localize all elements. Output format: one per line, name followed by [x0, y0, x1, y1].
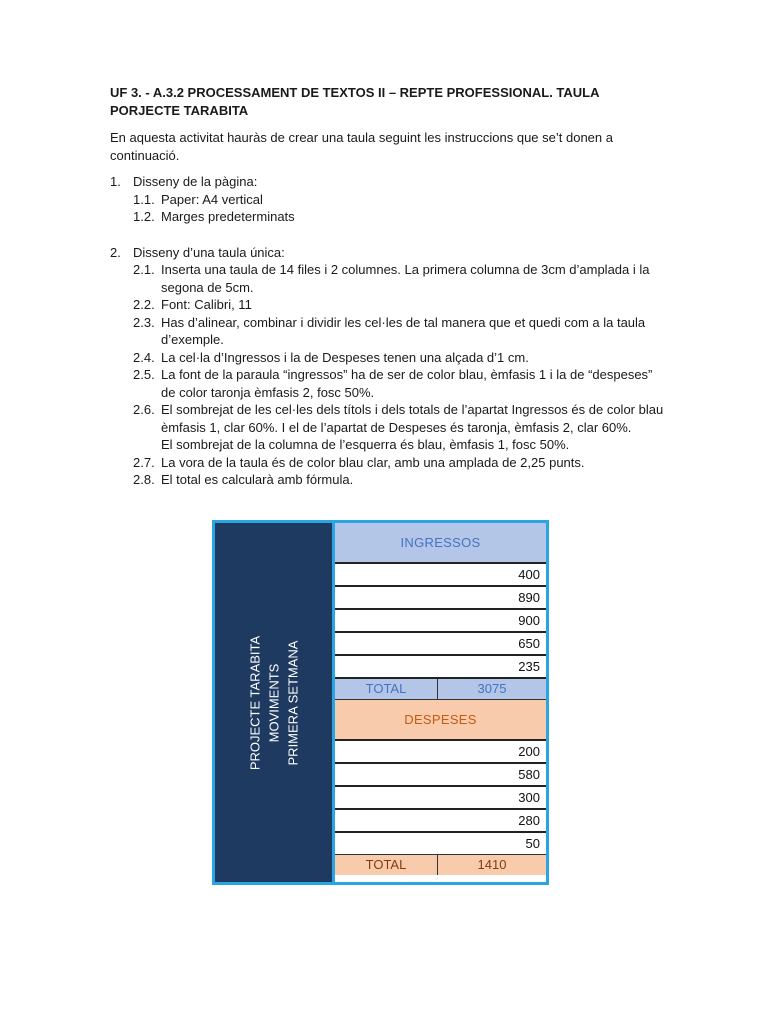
list-item	[110, 366, 670, 401]
list-item	[110, 401, 670, 454]
left-label-line: PRIMERA SETMANA	[285, 640, 300, 765]
item-text-extra: El sombrejat de la columna de l’esquerra és blau, èmfasis 1, fosc 50%.	[161, 437, 570, 452]
section-text: Disseny d’una taula única:	[133, 244, 285, 260]
item-number: 2.5.	[133, 367, 155, 382]
despeses-row: 580	[335, 764, 546, 787]
item-number: 2.7.	[133, 454, 155, 470]
item-text: La vora de la taula és de color blau clar, amb una amplada de 2,25 punts.	[161, 454, 585, 470]
left-label-line: MOVIMENTS	[266, 663, 281, 742]
section-1-heading	[110, 173, 670, 191]
section-1	[110, 173, 670, 226]
item-text: Font: Calibri, 11	[161, 297, 252, 312]
despeses-row: 300	[335, 787, 546, 810]
intro-paragraph: En aquesta activitat hauràs de crear una taula seguint les instruccions que se’t donen a continuació.	[110, 130, 613, 163]
list-item	[110, 208, 670, 226]
item-text: Paper: A4 vertical	[161, 191, 263, 207]
item-number: 2.6.	[133, 402, 155, 417]
document-title: UF 3. - A.3.2 PROCESSAMENT DE TEXTOS II – REPTE PROFESSIONAL. TAULA PORJECTE TARABITA	[110, 85, 600, 118]
despeses-header: DESPESES	[335, 700, 546, 741]
item-number: 1.1.	[133, 191, 155, 207]
despeses-total-label: TOTAL	[335, 855, 438, 875]
ingressos-row: 400	[335, 564, 546, 587]
despeses-row: 200	[335, 741, 546, 764]
item-text-main: El sombrejat de les cel·les dels títols i dels totals de l’apartat Ingressos és de color blau èmfasis 1, clar 60%. I el de l’apartat de Despeses és taronja, èmfasis 2, clar 60%.	[161, 402, 664, 435]
ingressos-row: 890	[335, 587, 546, 610]
list-item	[110, 471, 670, 489]
despeses-total-value: 1410	[477, 857, 507, 873]
item-number: 2.8.	[133, 472, 155, 487]
list-item	[110, 261, 670, 296]
item-text: Marges predeterminats	[161, 209, 295, 224]
list-item	[110, 191, 670, 209]
section-text: Disseny de la pàgina:	[133, 174, 258, 189]
despeses-row: 50	[525, 835, 540, 851]
section-2	[110, 244, 670, 489]
section-2-heading	[110, 244, 670, 262]
ingressos-header: INGRESSOS	[335, 523, 546, 564]
item-text: La cel·la d’Ingressos i la de Despeses tenen una alçada d’1 cm.	[161, 349, 529, 365]
section-number: 2.	[110, 244, 121, 260]
item-number: 2.3.	[133, 314, 155, 330]
item-number: 2.1.	[133, 262, 155, 277]
ingressos-row: 900	[335, 610, 546, 633]
list-item	[110, 296, 670, 314]
left-label-line: PROJECTE TARABITA	[247, 635, 262, 770]
ingressos-row: 650	[335, 633, 546, 656]
section-number: 1.	[110, 174, 121, 189]
item-number: 2.4.	[133, 349, 155, 365]
despeses-total-row	[335, 854, 546, 875]
ingressos-total-row	[335, 679, 546, 700]
item-text	[161, 401, 670, 454]
item-number: 1.2.	[133, 209, 155, 224]
example-table	[212, 520, 549, 885]
item-text: El total es calcularà amb fórmula.	[161, 472, 354, 487]
item-number: 2.2.	[133, 297, 155, 312]
left-column	[215, 523, 335, 882]
left-column-label	[245, 635, 302, 769]
document-body	[110, 84, 670, 489]
list-item	[110, 349, 670, 367]
ingressos-total-value: 3075	[477, 681, 507, 697]
right-column	[335, 523, 546, 882]
list-item	[110, 454, 670, 472]
item-text: Inserta una taula de 14 files i 2 columnes. La primera columna de 3cm d’amplada i la segona de 5cm.	[161, 262, 650, 295]
ingressos-row: 235	[335, 656, 546, 679]
item-text: Has d’alinear, combinar i dividir les cel·les de tal manera que et quedi com a la taula d’exemple.	[161, 314, 646, 347]
despeses-row: 280	[335, 810, 546, 833]
item-text: La font de la paraula “ingressos” ha de ser de color blau, èmfasis 1 i la de “despeses” de color taronja èmfasis 2, fosc 50%.	[161, 367, 653, 400]
ingressos-total-label: TOTAL	[335, 679, 438, 699]
list-item	[110, 314, 670, 349]
